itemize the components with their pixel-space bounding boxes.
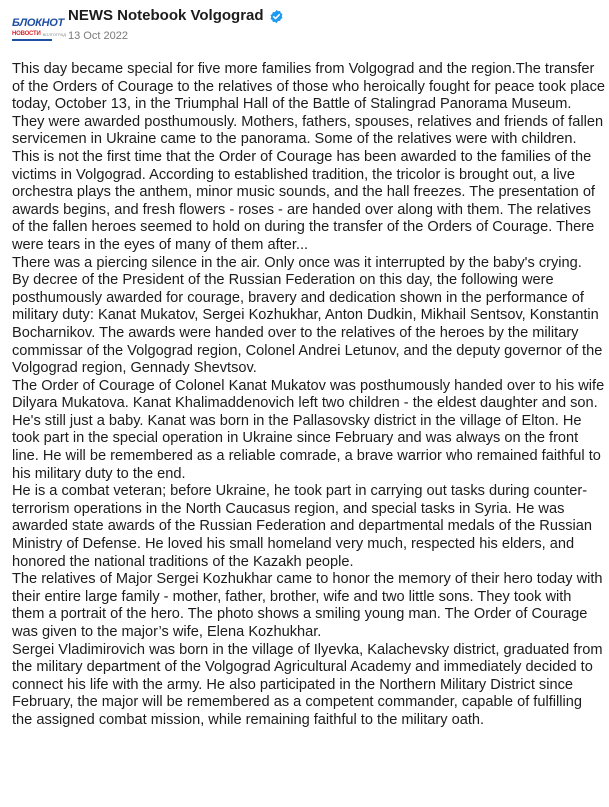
logo-city-label: ВОЛГОГРАД (42, 31, 66, 37)
paragraph: Sergei Vladimirovich was born in the village of Ilyevka, Kalachevsky district, graduated from the military department of the Volgograd Agricultural Academy and immediately decided to connect his life with the army. He also participated in the Northern Military District since February, the major will be remembered as a competent commander, capable of fulfilling the assigned combat mission, while remaining faithful to the military oath. (12, 641, 603, 728)
logo-subline (12, 30, 66, 38)
post-text (12, 61, 606, 730)
post-meta (68, 6, 284, 43)
avatar[interactable] (12, 10, 66, 48)
verified-badge-icon (269, 9, 284, 24)
post-date[interactable]: 13 Oct 2022 (68, 30, 128, 42)
author-row (68, 6, 284, 26)
paragraph: The relatives of Major Sergei Kozhukhar came to honor the memory of their hero today with their entire large family - mother, father, brother, wife and two little sons. They took with them a portrait of the hero. The photo shows a smiling young man. The Order of Courage was given to the major’s wife, Elena Kozhukhar. (12, 571, 603, 640)
paragraph: By decree of the President of the Russian Federation on this day, the following were posthumously awarded for courage, bravery and dedication shown in the performance of military duty: Kanat Mukatov, Sergei Kozhukhar, Anton Dudkin, Mikhail Sentsov, Konstantin Bocharnikov. The awards were handed over to the relatives of the heroes by the military commissar of the Volgograd region, Colonel Andrei Letunov, and the deputy governor of the Volgograd region, Gennady Shevtsov. (12, 272, 603, 377)
logo-underline (12, 39, 52, 41)
logo-news-label: НОВОСТИ (12, 31, 41, 37)
paragraph: He is a combat veteran; before Ukraine, he took part in carrying out tasks during counter-terrorism operations in the North Caucasus region, and special tasks in Syria. He was awarded state awards of the Russian Federation and departmental medals of the Russian Ministry of Defense. He loved his small homeland very much, respected his elders, and honored the national traditions of the Kazakh people. (12, 483, 593, 570)
paragraph: There was a piercing silence in the air. Only once was it interrupted by the baby's crying. (12, 254, 582, 271)
paragraph: The Order of Courage of Colonel Kanat Mukatov was posthumously handed over to his wife Dilyara Mukatova. Kanat Khalimaddenovich left two children - the eldest daughter and son. He's still just a baby. Kanat was born in the Pallasovsky district in the village of Elton. He took part in the special operation in Ukraine since February and was always on the front line. He will be remembered as a reliable comrade, a brave warrior who remained faithful to his military duty to the end. (12, 377, 605, 482)
news-logo-icon: БЛОКНОТ (12, 17, 64, 29)
post-header (12, 6, 284, 50)
author-name[interactable]: NEWS Notebook Volgograd (68, 7, 264, 24)
paragraph: This is not the first time that the Order of Courage has been awarded to the families of the victims in Volgograd. According to established tradition, the tricolor is brought out, a live orchestra plays the anthem, minor music sounds, and the hall freezes. The presentation of awards begins, and fresh flowers - roses - are handed over along with them. The relatives of the fallen heroes seemed to hold on during the transfer of the Orders of Courage. There were tears in the eyes of many of them after... (12, 148, 595, 253)
paragraph: This day became special for five more families from Volgograd and the region.The transfer of the Orders of Courage to the relatives of those who heroically fought for peace took place today, October 13, in the Triumphal Hall of the Battle of Stalingrad Panorama Museum. They were awarded posthumously. Mothers, fathers, spouses, relatives and friends of fallen servicemen in Ukraine came to the panorama. Some of the relatives were with children. (12, 61, 606, 148)
